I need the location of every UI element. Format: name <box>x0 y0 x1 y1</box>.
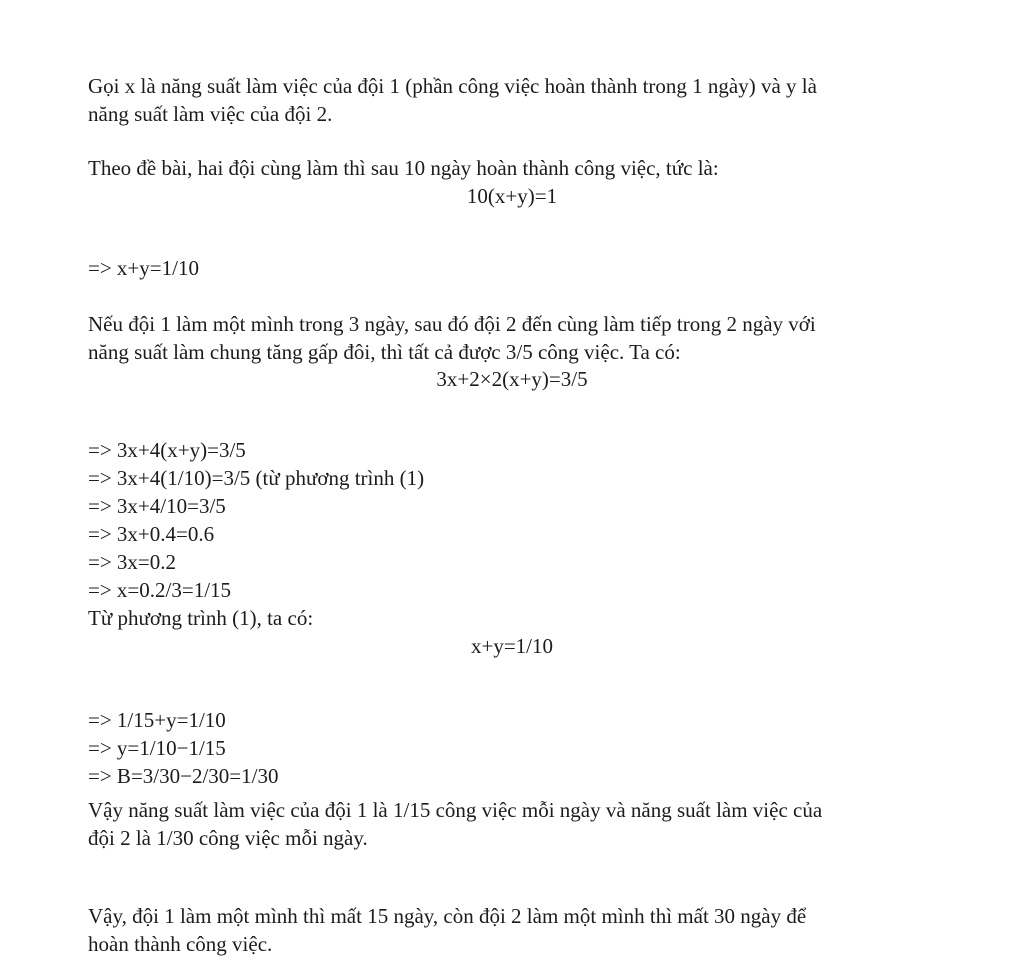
derivation-step: => 3x+0.4=0.6 <box>88 522 215 546</box>
paragraph-line: năng suất làm chung tăng gấp đôi, thì tất cả được 3/5 công việc. Ta có: <box>88 340 681 364</box>
paragraph-line: Vậy năng suất làm việc của đội 1 là 1/15 công việc mỗi ngày và năng suất làm việc của <box>88 798 823 822</box>
derivation-step: => 3x=0.2 <box>88 550 177 574</box>
paragraph-line: Từ phương trình (1), ta có: <box>88 606 314 630</box>
derivation-step: => y=1/10−1/15 <box>88 736 226 760</box>
equation: 3x+2×2(x+y)=3/5 <box>436 367 588 391</box>
paragraph-line: Theo đề bài, hai đội cùng làm thì sau 10 ngày hoàn thành công việc, tức là: <box>88 156 719 180</box>
paragraph-line: năng suất làm việc của đội 2. <box>88 102 333 126</box>
derivation-step: => 3x+4/10=3/5 <box>88 494 226 518</box>
derivation-step: => 3x+4(x+y)=3/5 <box>88 438 246 462</box>
paragraph-line: hoàn thành công việc. <box>88 932 273 956</box>
equation: 10(x+y)=1 <box>466 184 558 208</box>
derivation-step: => x+y=1/10 <box>88 256 199 280</box>
paragraph-line: Vậy, đội 1 làm một mình thì mất 15 ngày, còn đội 2 làm một mình thì mất 30 ngày để <box>88 904 807 928</box>
derivation-step: => 3x+4(1/10)=3/5 (từ phương trình (1) <box>88 466 425 490</box>
derivation-step: => 1/15+y=1/10 <box>88 708 226 732</box>
paragraph-line: Nếu đội 1 làm một mình trong 3 ngày, sau đó đội 2 đến cùng làm tiếp trong 2 ngày với <box>88 312 816 336</box>
equation: x+y=1/10 <box>470 634 554 658</box>
derivation-step: => B=3/30−2/30=1/30 <box>88 764 279 788</box>
derivation-step: => x=0.2/3=1/15 <box>88 578 232 602</box>
paragraph-line: đội 2 là 1/30 công việc mỗi ngày. <box>88 826 368 850</box>
paragraph-line: Gọi x là năng suất làm việc của đội 1 (phần công việc hoàn thành trong 1 ngày) và y là <box>88 74 817 98</box>
